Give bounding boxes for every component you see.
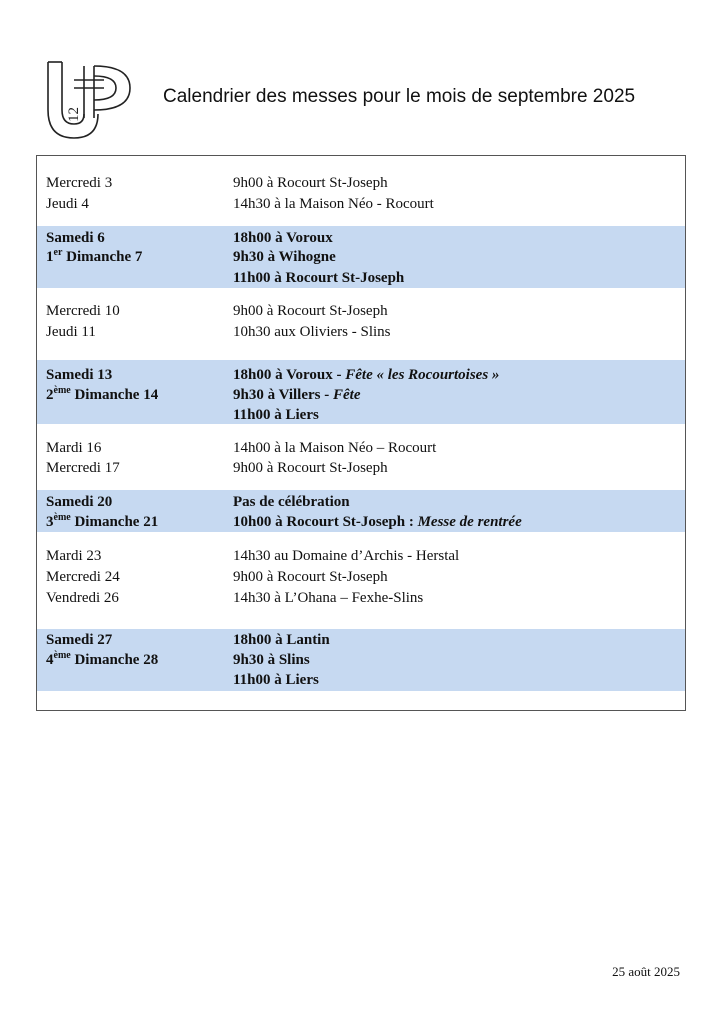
day-ordinal-suffix: ème	[53, 650, 71, 661]
row-event	[233, 492, 350, 512]
event-text: 9h00 à Rocourt St-Joseph	[233, 303, 388, 319]
schedule-row	[37, 567, 685, 587]
event-text: 9h30 à Villers -	[233, 387, 333, 403]
event-note: Fête « les Rocourtoises »	[345, 367, 500, 383]
row-day: Samedi 27	[46, 632, 113, 648]
row-event	[233, 458, 388, 478]
schedule-row	[37, 365, 685, 385]
day-ordinal: 4	[46, 652, 54, 668]
row-event	[233, 173, 388, 193]
row-event	[233, 194, 434, 214]
day-ordinal-suffix: er	[53, 247, 63, 258]
row-day: Samedi 20	[46, 494, 113, 510]
mass-schedule-table	[36, 155, 686, 711]
event-text: 11h00 à Liers	[233, 672, 319, 688]
weekend-block	[37, 629, 685, 691]
schedule-row	[37, 247, 685, 267]
row-event	[233, 405, 319, 425]
row-day: Jeudi 4	[46, 196, 89, 212]
row-event	[233, 247, 336, 267]
event-text: 11h00 à Rocourt St-Joseph	[233, 270, 405, 286]
row-event	[233, 322, 391, 342]
weekend-block	[37, 360, 685, 424]
schedule-row	[37, 322, 685, 342]
day-name: Dimanche 14	[70, 387, 159, 403]
schedule-row	[37, 588, 685, 608]
row-event	[233, 670, 319, 690]
schedule-row	[37, 630, 685, 650]
day-ordinal: 1	[46, 249, 54, 265]
event-text: 9h00 à Rocourt St-Joseph	[233, 569, 388, 585]
row-day	[46, 512, 158, 532]
row-event	[233, 630, 330, 650]
day-name: Dimanche 21	[70, 514, 159, 530]
event-text: 14h30 à L’Ohana – Fexhe-Slins	[233, 590, 424, 606]
event-text: 9h00 à Rocourt St-Joseph	[233, 460, 388, 476]
event-text: 9h30 à Wihogne	[233, 249, 336, 265]
row-day: Jeudi 11	[46, 324, 96, 340]
day-ordinal-suffix: ème	[53, 512, 71, 523]
schedule-row	[37, 385, 685, 405]
row-day: Mercredi 17	[46, 460, 120, 476]
schedule-row	[37, 301, 685, 321]
logo-u-shape	[48, 62, 98, 138]
day-ordinal-suffix: ème	[53, 385, 71, 396]
event-text: 18h00 à Lantin	[233, 632, 330, 648]
event-text: 14h00 à la Maison Néo – Rocourt	[233, 440, 437, 456]
row-day	[46, 650, 158, 670]
day-ordinal: 2	[46, 387, 54, 403]
row-event	[233, 385, 361, 405]
schedule-row	[37, 173, 685, 193]
schedule-row	[37, 438, 685, 458]
footer-date: 25 août 2025	[612, 964, 680, 979]
weekday-block	[37, 532, 685, 612]
weekend-block	[37, 490, 685, 532]
schedule-row	[37, 512, 685, 532]
event-note: Messe de rentrée	[417, 514, 522, 530]
weekday-block	[37, 288, 685, 360]
schedule-row	[37, 268, 685, 288]
event-text: 14h30 à la Maison Néo - Rocourt	[233, 196, 434, 212]
schedule-row	[37, 650, 685, 670]
weekday-block	[37, 424, 685, 490]
event-text: 18h00 à Voroux -	[233, 367, 346, 383]
row-event	[233, 512, 522, 532]
schedule-row	[37, 405, 685, 425]
row-day: Mardi 16	[46, 440, 102, 456]
event-text: 9h00 à Rocourt St-Joseph	[233, 175, 388, 191]
row-day: Samedi 6	[46, 230, 105, 246]
row-day: Mercredi 10	[46, 303, 120, 319]
schedule-row	[37, 194, 685, 214]
row-event	[233, 365, 499, 385]
row-day: Samedi 13	[46, 367, 113, 383]
event-text: 10h30 aux Oliviers - Slins	[233, 324, 391, 340]
parish-logo	[40, 58, 132, 144]
row-event	[233, 546, 459, 566]
row-event	[233, 567, 388, 587]
row-day	[46, 385, 158, 405]
row-event	[233, 650, 310, 670]
event-text: Pas de célébration	[233, 494, 350, 510]
event-text: 9h30 à Slins	[233, 652, 310, 668]
event-text: 14h30 au Domaine d’Archis - Herstal	[233, 548, 460, 564]
weekend-block	[37, 226, 685, 288]
day-name: Dimanche 28	[70, 652, 159, 668]
weekday-block	[37, 171, 685, 226]
row-event	[233, 228, 333, 248]
schedule-row	[37, 458, 685, 478]
row-day: Mardi 23	[46, 548, 102, 564]
schedule-row	[37, 546, 685, 566]
schedule-row	[37, 228, 685, 248]
row-day: Mercredi 24	[46, 569, 120, 585]
row-day	[46, 247, 142, 267]
event-text: 10h00 à Rocourt St-Joseph :	[233, 514, 418, 530]
event-text: 18h00 à Voroux	[233, 230, 333, 246]
logo-number: 12	[66, 107, 82, 122]
row-event	[233, 301, 388, 321]
row-day: Mercredi 3	[46, 175, 113, 191]
event-note: Fête	[333, 387, 361, 403]
day-ordinal: 3	[46, 514, 54, 530]
event-text: 11h00 à Liers	[233, 407, 319, 423]
row-event	[233, 588, 423, 608]
schedule-row	[37, 670, 685, 690]
day-name: Dimanche 7	[62, 249, 143, 265]
row-event	[233, 268, 404, 288]
page-title: Calendrier des messes pour le mois de septembre 2025	[163, 86, 636, 107]
row-day: Vendredi 26	[46, 590, 119, 606]
schedule-row	[37, 492, 685, 512]
row-event	[233, 438, 436, 458]
